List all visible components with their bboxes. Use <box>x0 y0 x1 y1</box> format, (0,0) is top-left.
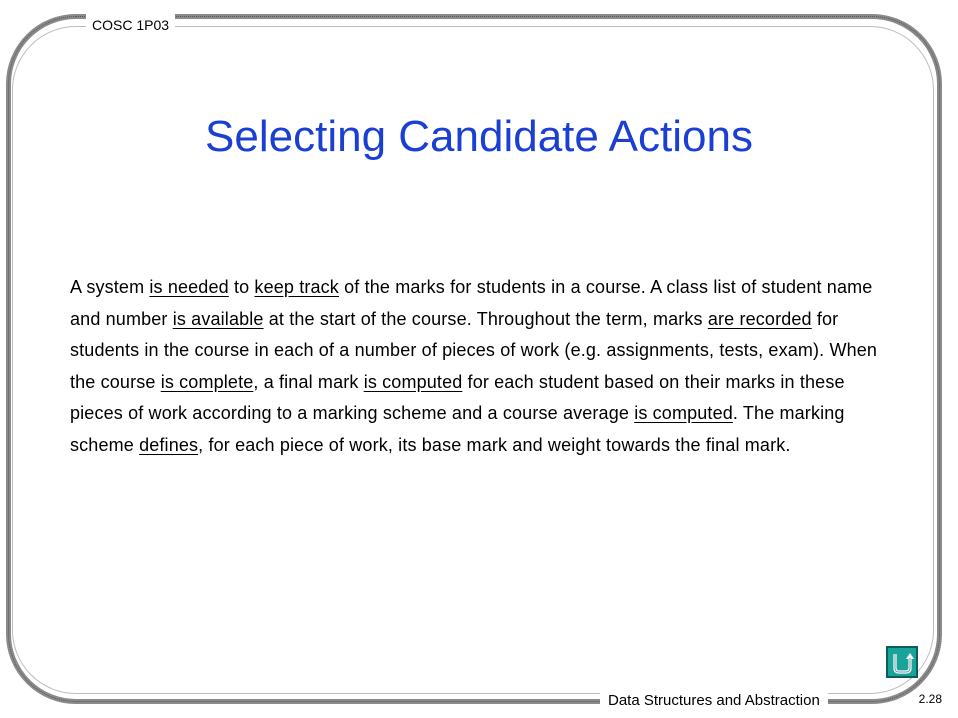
underlined-verb-phrase: is available <box>172 308 264 329</box>
paragraph-text-run: A system <box>70 277 150 297</box>
paragraph-text-run: at the start of the course. Throughout the term, marks <box>263 308 708 329</box>
paragraph-text-run: . The marking scheme <box>70 403 845 455</box>
underlined-verb-phrase: is computed <box>634 403 733 423</box>
underlined-verb-phrase: defines <box>139 434 199 455</box>
return-button[interactable] <box>886 646 918 678</box>
paragraph-text-run: to <box>228 277 255 297</box>
paragraph-text-run: , for each piece of work, its base mark and weight towards the final mark. <box>198 434 791 455</box>
page-number: 2.28 <box>918 692 942 706</box>
paragraph-text-run: for each student based on their marks in these pieces of work according to a marking scheme and a course average <box>70 371 845 423</box>
underlined-verb-phrase: is complete <box>160 371 254 392</box>
underlined-verb-phrase: keep track <box>254 277 339 297</box>
underlined-verb-phrase: is needed <box>149 277 229 297</box>
return-icon <box>889 649 915 675</box>
footer-subtitle: Data Structures and Abstraction <box>600 690 828 712</box>
paragraph-text-run: of the marks for students in a course. A class list of student name and number <box>70 277 873 329</box>
underlined-verb-phrase: are recorded <box>707 308 812 329</box>
paragraph-text-run: , a final mark <box>253 371 364 392</box>
underlined-verb-phrase: is computed <box>363 371 463 392</box>
paragraph-text-run: for students in the course in each of a number of pieces of work (e.g. assignments, tests, exam). When the course <box>70 308 878 392</box>
slide-paragraph <box>70 272 890 461</box>
slide-title: Selecting Candidate Actions <box>205 112 753 161</box>
course-code: COSC 1P03 <box>86 14 175 36</box>
